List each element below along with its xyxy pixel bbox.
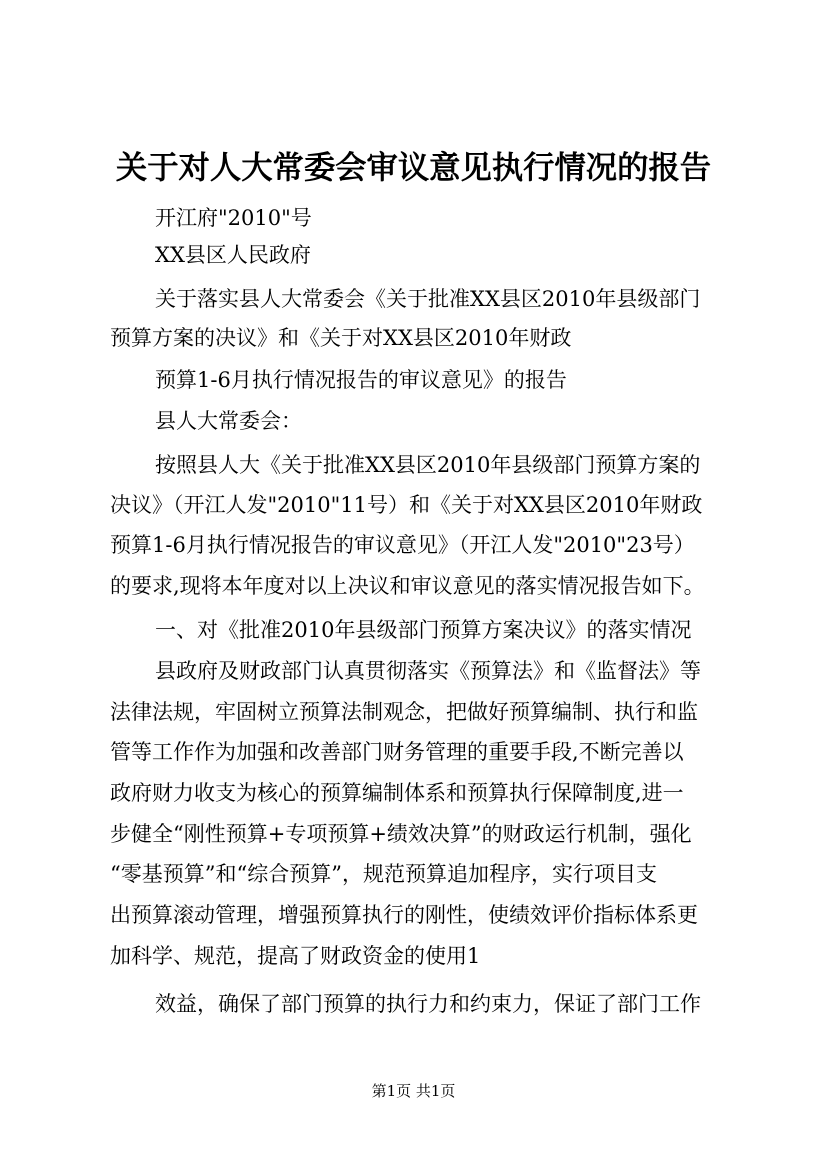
paragraph-line: 管等工作作为加强和改善部门财务管理的重要手段,不断完善以	[110, 740, 684, 764]
paragraph-line: 按照县人大《关于批准XX县区2010年县级部门预算方案的	[155, 453, 701, 477]
document-title: 关于对人大常委会审议意见执行情况的报告	[115, 150, 712, 186]
paragraph-line: 出预算滚动管理，增强预算执行的刚性，使绩效评价指标体系更	[110, 903, 698, 927]
paragraph-line: 预算1-6月执行情况报告的审议意见》（开江人发"2010"23号）	[110, 533, 695, 557]
section-heading: 一、对《批准2010年县级部门预算方案决议》的落实情况	[155, 618, 692, 642]
paragraph-line: 法律法规，牢固树立预算法制观念，把做好预算编制、执行和监	[110, 700, 698, 724]
page-footer: 第1页 共1页	[371, 1082, 456, 1100]
doc-number: 开江府"2010"号	[155, 206, 312, 230]
issuer: XX县区人民政府	[155, 243, 311, 267]
paragraph-line: 政府财力收支为核心的预算编制体系和预算执行保障制度,进一	[110, 781, 684, 805]
paragraph-line: 效益，确保了部门预算的执行力和约束力，保证了部门工作	[155, 992, 701, 1016]
salutation: 县人大常委会：	[155, 409, 302, 433]
paragraph-line: “零基预算”和“综合预算”，规范预算追加程序，实行项目支	[110, 862, 657, 886]
paragraph-line: 决议》（开江人发"2010"11号）和《关于对XX县区2010年财政	[110, 493, 703, 517]
paragraph-line: 县政府及财政部门认真贯彻落实《预算法》和《监督法》等	[155, 659, 701, 683]
report-heading-line-1: 关于落实县人大常委会《关于批准XX县区2010年县级部门	[155, 287, 701, 311]
paragraph-line: 的要求,现将本年度对以上决议和审议意见的落实情况报告如下。	[110, 574, 705, 598]
paragraph-line: 步健全“刚性预算+专项预算+绩效决算”的财政运行机制，强化	[110, 822, 692, 846]
paragraph-line: 加科学、规范，提高了财政资金的使用1	[110, 944, 481, 968]
report-heading-line-2: 预算方案的决议》和《关于对XX县区2010年财政	[110, 326, 572, 350]
report-heading-line-3: 预算1-6月执行情况报告的审议意见》的报告	[155, 368, 567, 392]
